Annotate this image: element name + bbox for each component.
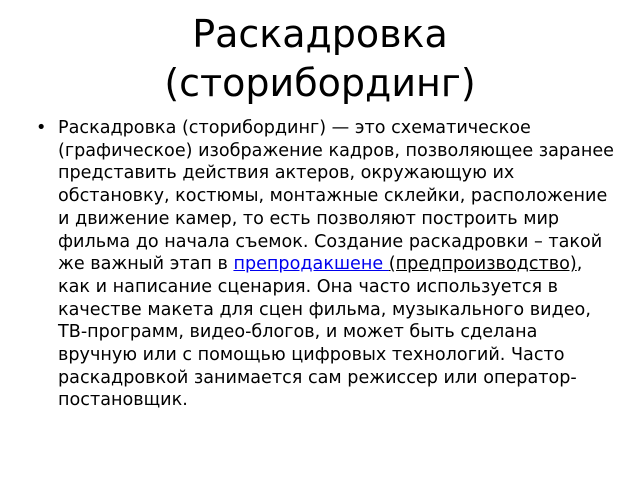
slide-title — [20, 10, 620, 108]
bullet-text-after-link: , как и написание сценария. Она часто используется в качестве макета для сцен фильма, музыкального видео, ТВ-программ, видео-блогов, и может быть сделана вручную или с помощью цифровых технологий. Часто раскадровкой занимается сам режиссер или оператор-постановщик. — [58, 254, 591, 411]
bullet-text-before-link: Раскадровка (сторибординг) — это схематическое (графическое) изображение кадров, позволяющее заранее представить действия актеров, окружающую их обстановку, костюмы, монтажные склейки, расположение и движение камер, то есть позволяют построить мир фильма до начала съемок. Создание раскадровки – такой же важный этап в — [58, 118, 614, 275]
preproduction-link[interactable]: препродакшене — [233, 254, 389, 275]
slide-title-line-2: (сторибординг) — [164, 61, 476, 105]
bullet-icon: • — [36, 118, 47, 138]
bullet-paragraph — [34, 117, 614, 412]
preproduction-link-suffix[interactable]: (предпроизводство) — [388, 254, 577, 275]
slide-body — [34, 117, 614, 412]
slide-title-line-1: Раскадровка — [192, 12, 448, 56]
